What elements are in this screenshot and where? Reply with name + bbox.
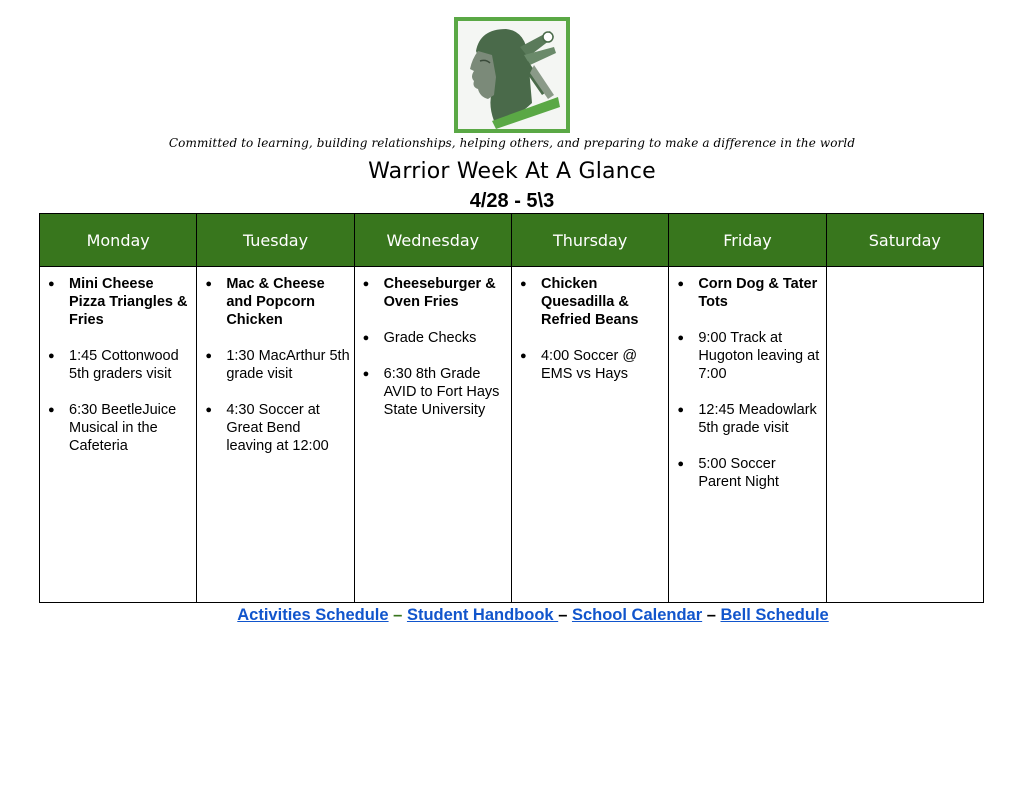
list-item: ● 4:30 Soccer at Great Bend leaving at 12:00 xyxy=(201,401,349,455)
school-motto: Committed to learning, building relationships, helping others, and preparing to make a difference in the world xyxy=(168,136,856,150)
bell-schedule-link[interactable]: Bell Schedule xyxy=(720,606,829,624)
list-item: ● Mini Cheese Pizza Triangles & Fries xyxy=(44,275,192,329)
school-logo xyxy=(454,17,570,133)
week-schedule-table xyxy=(39,213,984,603)
day-header-wednesday: Wednesday xyxy=(354,214,511,267)
activities-schedule-link[interactable]: Activities Schedule xyxy=(237,606,389,624)
footer-links xyxy=(0,606,1024,625)
school-calendar-link[interactable]: School Calendar xyxy=(571,606,703,624)
event-list xyxy=(44,275,192,455)
day-header-row xyxy=(40,214,984,267)
list-item: ● 12:45 Meadowlark 5th grade visit xyxy=(673,401,821,437)
event-list xyxy=(673,275,821,491)
day-cell-friday xyxy=(669,267,826,603)
day-header-tuesday: Tuesday xyxy=(197,214,354,267)
list-item: ● Chicken Quesadilla & Refried Beans xyxy=(516,275,664,329)
list-item: ● 1:30 MacArthur 5th grade visit xyxy=(201,347,349,383)
list-item: ● 9:00 Track at Hugoton leaving at 7:00 xyxy=(673,329,821,383)
list-item: ● Grade Checks xyxy=(359,329,507,347)
warrior-logo-icon xyxy=(458,21,566,129)
link-separator: – xyxy=(558,606,572,624)
event-list xyxy=(516,275,664,383)
day-events-row xyxy=(40,267,984,603)
day-header-saturday: Saturday xyxy=(826,214,983,267)
list-item: ● Corn Dog & Tater Tots xyxy=(673,275,821,311)
list-item: ● 6:30 BeetleJuice Musical in the Cafeteria xyxy=(44,401,192,455)
day-header-friday: Friday xyxy=(669,214,826,267)
list-item: ● 6:30 8th Grade AVID to Fort Hays State University xyxy=(359,365,507,419)
list-item: ● 1:45 Cottonwood 5th graders visit xyxy=(44,347,192,383)
link-separator: – xyxy=(702,606,721,624)
list-item: ● Mac & Cheese and Popcorn Chicken xyxy=(201,275,349,329)
event-list xyxy=(201,275,349,455)
day-cell-saturday xyxy=(826,267,983,603)
day-cell-tuesday xyxy=(197,267,354,603)
day-cell-monday xyxy=(40,267,197,603)
list-item: ● 4:00 Soccer @ EMS vs Hays xyxy=(516,347,664,383)
event-list xyxy=(359,275,507,419)
day-cell-thursday xyxy=(511,267,668,603)
page-title: Warrior Week At A Glance xyxy=(368,159,656,184)
list-item: ● 5:00 Soccer Parent Night xyxy=(673,455,821,491)
week-dates: 4/28 - 5\3 xyxy=(469,190,555,212)
day-header-monday: Monday xyxy=(40,214,197,267)
student-handbook-link[interactable]: Student Handbook xyxy=(406,606,559,624)
day-cell-wednesday xyxy=(354,267,511,603)
link-separator: – xyxy=(388,606,407,624)
list-item: ● Cheeseburger & Oven Fries xyxy=(359,275,507,311)
day-header-thursday: Thursday xyxy=(511,214,668,267)
